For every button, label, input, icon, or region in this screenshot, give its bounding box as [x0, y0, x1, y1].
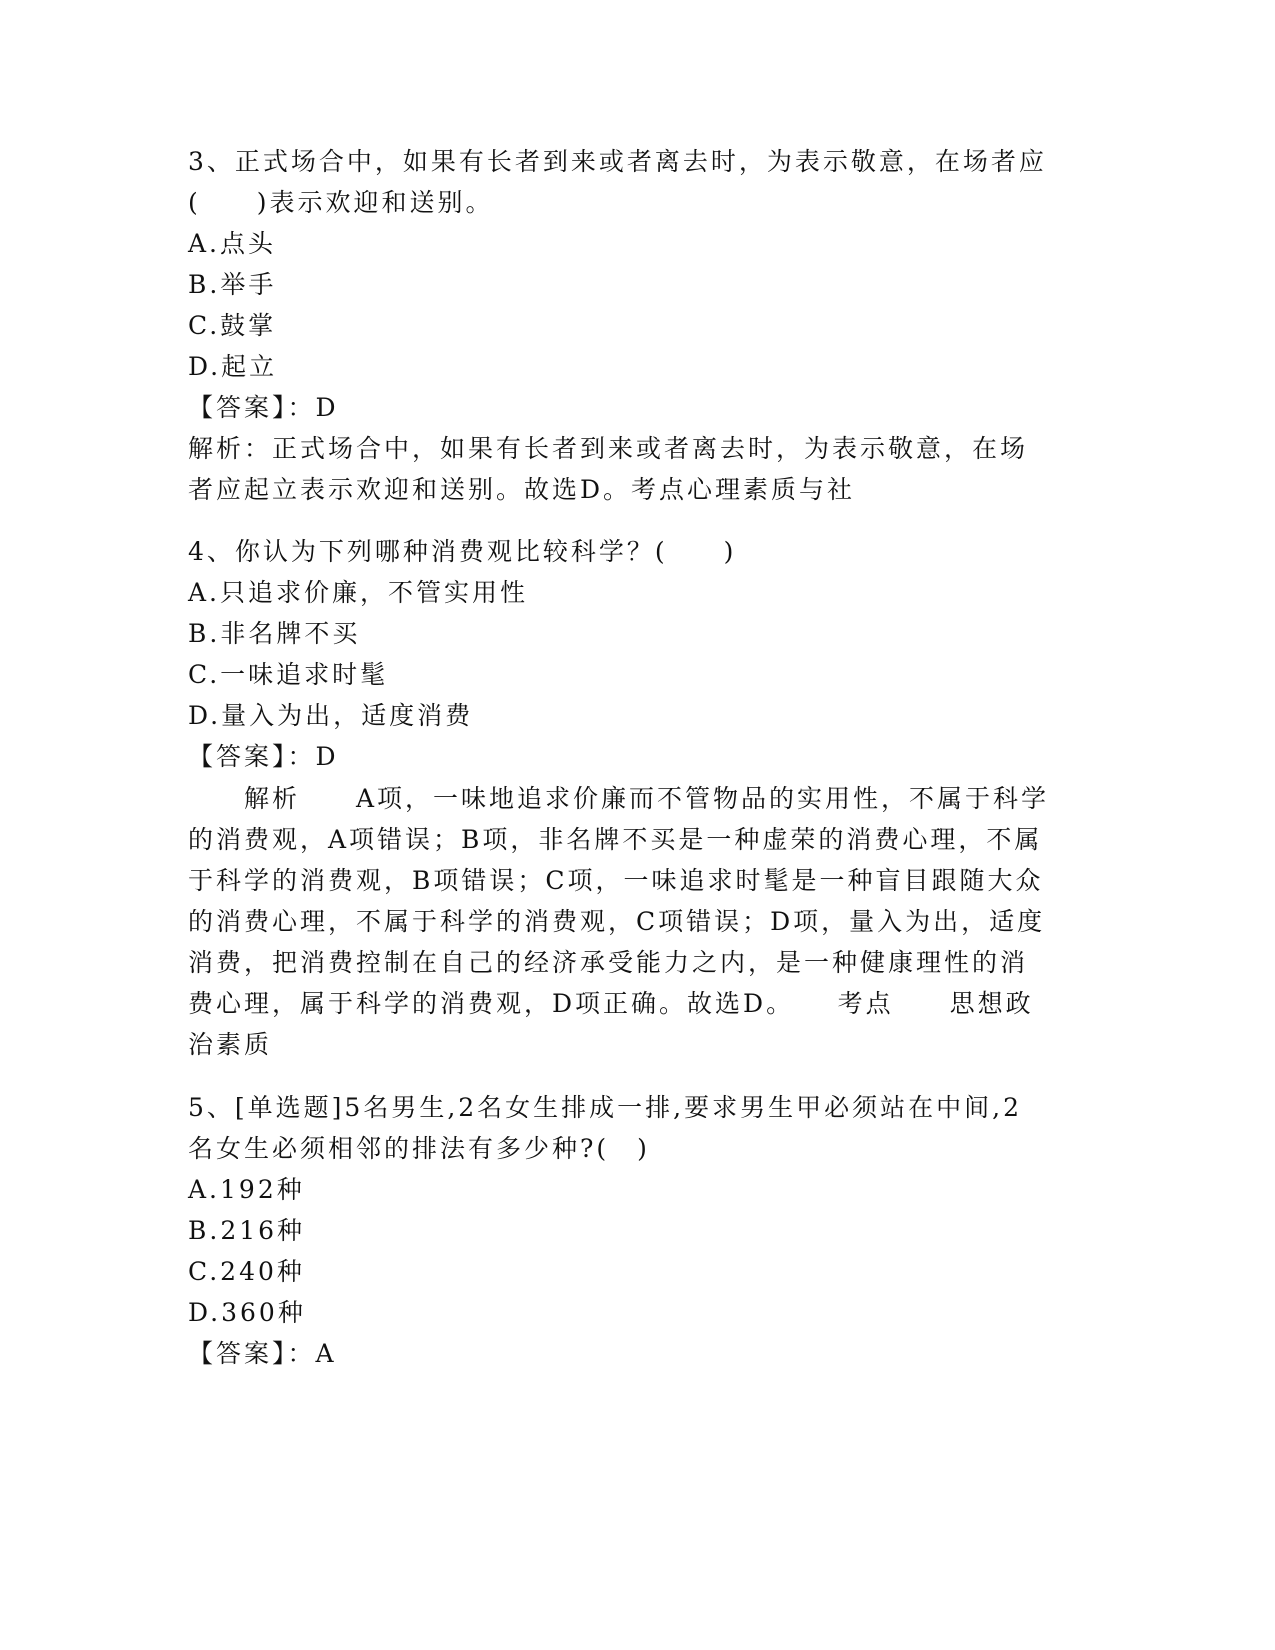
q3-analysis-line-2: 者应起立表示欢迎和送别。故选D。考点心理素质与社 — [188, 475, 856, 504]
q4-option-c: C.一味追求时髦 — [188, 660, 389, 689]
q4-analysis-line-2: 的消费观，A项错误；B项，非名牌不买是一种虚荣的消费心理，不属 — [188, 825, 1043, 854]
q4-analysis-line-6: 费心理，属于科学的消费观，D项正确。故选D。 考点 思想政 — [188, 989, 1034, 1018]
q3-analysis-line-1: 解析：正式场合中，如果有长者到来或者离去时，为表示敬意，在场 — [188, 434, 1029, 463]
q4-analysis-line-1: 解析 A项，一味地追求价廉而不管物品的实用性，不属于科学 — [188, 784, 1050, 813]
q5-stem-line-1: 5、[单选题]5名男生,2名女生排成一排,要求男生甲必须站在中间,2 — [188, 1093, 1022, 1122]
q4-analysis-line-7: 治素质 — [188, 1030, 273, 1059]
q3-stem-line-2: ( )表示欢迎和送别。 — [188, 188, 494, 217]
q3-option-b: B.举手 — [188, 270, 277, 299]
q3-option-a: A.点头 — [188, 229, 277, 258]
q4-option-a: A.只追求价廉，不管实用性 — [188, 578, 529, 607]
q4-answer: 【答案】：D — [188, 742, 339, 771]
q3-answer: 【答案】：D — [188, 393, 339, 422]
q5-stem-line-2: 名女生必须相邻的排法有多少种?( ) — [188, 1134, 650, 1163]
q4-analysis-line-3: 于科学的消费观，B项错误；C项，一味追求时髦是一种盲目跟随大众 — [188, 866, 1044, 895]
q4-option-d: D.量入为出，适度消费 — [188, 701, 474, 730]
q5-option-d: D.360种 — [188, 1298, 306, 1327]
q3-option-c: C.鼓掌 — [188, 311, 277, 340]
q4-analysis-line-4: 的消费心理，不属于科学的消费观，C项错误；D项，量入为出，适度 — [188, 907, 1046, 936]
q5-option-c: C.240种 — [188, 1257, 305, 1286]
q5-answer: 【答案】：A — [188, 1339, 337, 1368]
q4-stem-line-1: 4、你认为下列哪种消费观比较科学？( ) — [188, 537, 737, 566]
q3-option-d: D.起立 — [188, 352, 278, 381]
q5-option-b: B.216种 — [188, 1216, 306, 1245]
q3-stem-line-1: 3、正式场合中，如果有长者到来或者离去时，为表示敬意，在场者应 — [188, 147, 1047, 176]
q5-option-a: A.192种 — [188, 1175, 305, 1204]
q4-option-b: B.非名牌不买 — [188, 619, 361, 648]
q4-analysis-line-5: 消费，把消费控制在自己的经济承受能力之内，是一种健康理性的消 — [188, 948, 1029, 977]
